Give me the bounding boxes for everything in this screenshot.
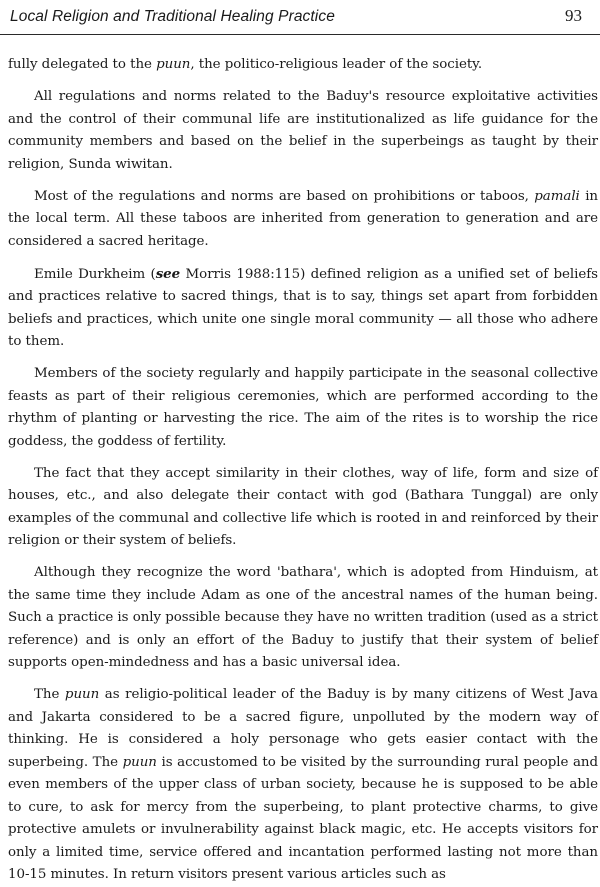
- bold-italic-term: [156, 266, 180, 282]
- text-run: Members of the society regularly and happily participate in the seasonal collective feasts as part of their religious ceremonies, which are performed according to the rhythm of planting or harvesting the rice. The aim of the rites is to worship the rice goddess, the goddess of fertility.: [8, 366, 598, 449]
- paragraph: [8, 86, 598, 176]
- text-run: The fact that they accept similarity in their clothes, way of life, form and size of houses, etc., and also delegate their contact with god (Bathara Tunggal) are only examples of the communal and collective life which is rooted in and reinforced by their religion or their system of beliefs.: [8, 465, 598, 548]
- text-run: Emile Durkheim (: [34, 266, 156, 282]
- italic-term: puun: [156, 57, 191, 72]
- text-run: Although they recognize the word 'bathara', which is adopted from Hinduism, at the same time they include Adam as one of the ancestral names of the human being. Such a practice is only possible because they have no written tradition (used as a strict reference) and is only an effort of the Baduy to justify that their system of belief supports open-mindedness and has a basic universal idea.: [8, 565, 598, 670]
- paragraph: [8, 684, 598, 887]
- italic-term: puun: [122, 754, 157, 770]
- text-run: fully delegated to the: [8, 57, 157, 72]
- body-text: [8, 54, 598, 887]
- text-run: in the local term. All these taboos are inherited from generation to generation and are considered a sacred heritage.: [8, 188, 599, 249]
- running-head: [10, 6, 590, 36]
- text-run: Morris 1988:115) defined religion as a unified set of beliefs and practices relative to sacred things, that is to say, things set apart from forbidden beliefs and practices, which unite one single moral community — all those who adhere to them.: [8, 266, 598, 349]
- paragraph: [8, 363, 598, 453]
- running-head-title: Local Religion and Traditional Healing Practice: [10, 8, 335, 25]
- page-number: 93: [565, 6, 582, 25]
- paragraph: [8, 54, 598, 77]
- paragraph: [8, 562, 598, 675]
- italic-term: pamali: [534, 188, 580, 204]
- header-rule: [0, 34, 600, 35]
- text-run: Most of the regulations and norms are based on prohibitions or taboos,: [34, 188, 535, 204]
- italic-term: puun: [64, 687, 100, 702]
- text-run: , the politico-religious leader of the society.: [190, 57, 483, 72]
- text-run: All regulations and norms related to the Baduy's resource exploitative activities and the control of their communal life are institutionalized as life guidance for the community members and based on the belief in the superbeings as taught by their religion, Sunda wiwitan.: [8, 89, 598, 172]
- paragraph: [8, 263, 598, 354]
- bold-italic-inner: see: [155, 265, 181, 282]
- paragraph: [8, 186, 598, 254]
- text-run: as religio-political leader of the Baduy is by many citizens of West Java and Jakarta considered to be a sacred figure, unpolluted by the modern way of thinking. He is considered a holy personage who gets easier contact with the superbeing. The: [8, 687, 598, 770]
- text-run: is accustomed to be visited by the surrounding rural people and even members of the upper class of urban society, because he is supposed to be able to cure, to ask for mercy from the superbeing, to plant protective charms, to give protective amulets or invulnerability against black magic, etc. He accepts visitors for only a limited time, service offered and incantation performed lasting not more than 10-15 minutes. In return visitors present various articles such as: [8, 754, 598, 882]
- text-run: The: [34, 687, 65, 702]
- paragraph: [8, 463, 598, 553]
